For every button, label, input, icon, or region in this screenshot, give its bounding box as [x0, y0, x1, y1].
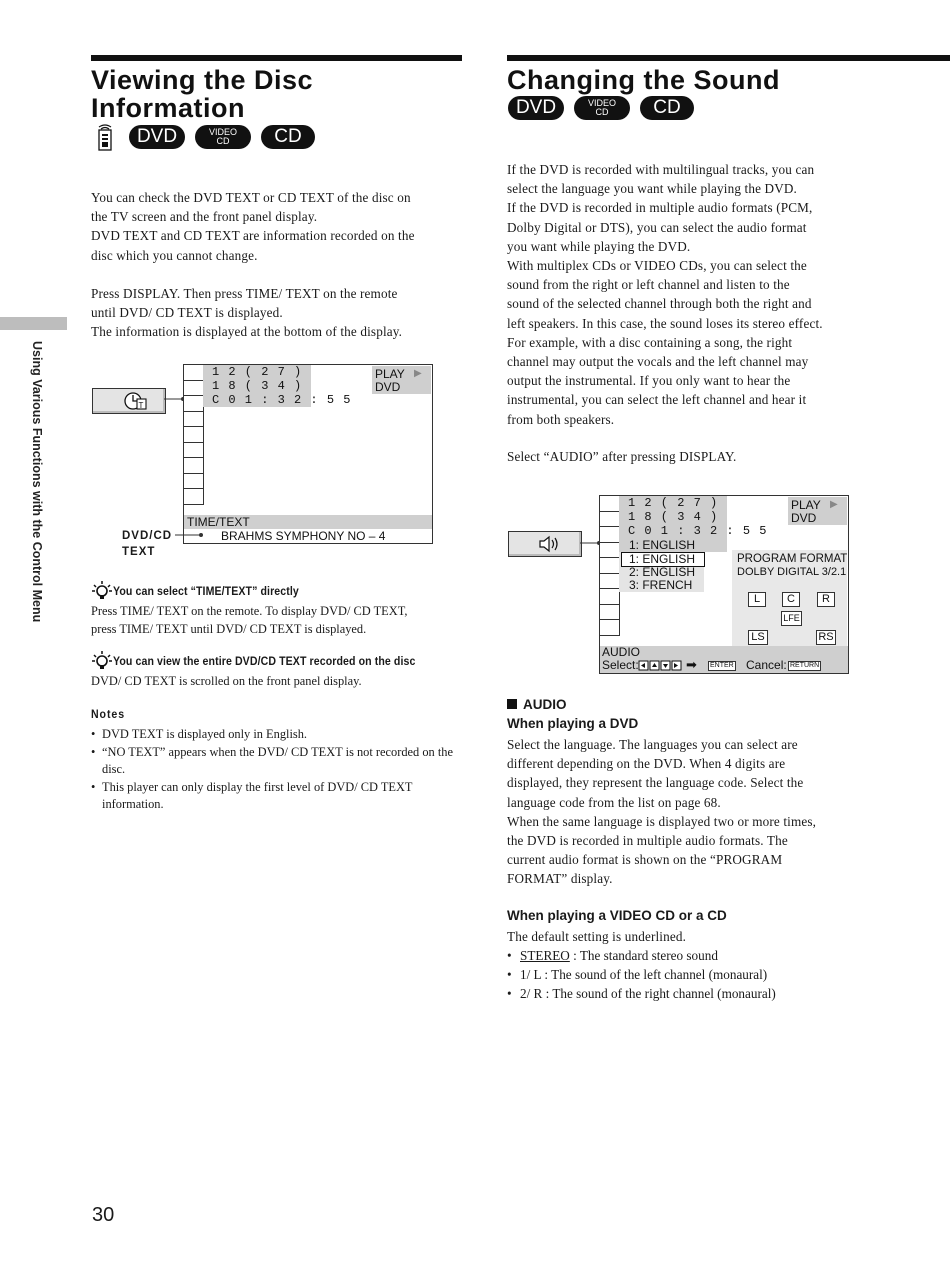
title-number: 1 2 ( 2 7 ): [212, 365, 303, 379]
playing-time: C 0 1 : 3 2 : 5 5: [628, 524, 768, 538]
video-cd-badge: VIDEO CD: [195, 125, 251, 149]
remote-icon: [92, 124, 120, 151]
dvd-subheading: When playing a DVD: [507, 716, 639, 731]
tip2-heading: You can view the entire DVD/CD TEXT recorded on the disc: [113, 656, 416, 668]
audio-heading: AUDIO: [507, 697, 567, 712]
menu-icon-column: [184, 365, 204, 505]
play-status: PLAY: [375, 367, 405, 381]
tip1-heading: You can select “TIME/TEXT” directly: [113, 586, 299, 598]
speaker-center: C: [782, 592, 800, 607]
section-label: Using Various Functions with the Control Menu: [30, 341, 44, 623]
vcd-subheading: When playing a VIDEO CD or a CD: [507, 908, 727, 923]
title-number: 1 2 ( 2 7 ): [628, 496, 719, 510]
speaker-right-surround: RS: [816, 630, 836, 645]
audio-screen: [599, 495, 849, 674]
speaker-right: R: [817, 592, 835, 607]
left-title-rule: [91, 55, 462, 61]
notes-heading: Notes: [91, 709, 125, 721]
dvd-paragraph: Select the language. The languages you can select are different depending on the DVD. When 4 digits are displayed, they represent the language code. Select the language code from the list on page 68. When the same language is displayed two or more times, the DVD is recorded in multiple audio formats. The current audio format is shown on the “PROGRAM FORMAT” display.: [507, 737, 817, 887]
disc-text-value: BRAHMS SYMPHONY NO – 4: [221, 529, 386, 543]
select-label: Select:: [602, 658, 639, 672]
cd-badge: CD: [640, 96, 694, 120]
note-item: • “NO TEXT” appears when the DVD/ CD TEXT is not recorded on the disc.: [91, 744, 461, 779]
disc-info-icon-box: [92, 388, 166, 414]
square-bullet-icon: [507, 699, 517, 709]
audio-options-list: [507, 946, 776, 1004]
footer-label: TIME/TEXT: [187, 515, 250, 529]
play-triangle-icon: ▶: [414, 368, 422, 379]
right-title-rule: [507, 55, 950, 61]
play-status: PLAY: [791, 498, 821, 512]
left-title-line1: Viewing the Disc: [91, 65, 314, 95]
notes-list: [91, 726, 461, 814]
dvd-cd-text-callout: DVD/CD TEXT: [122, 530, 173, 558]
option-item: • 1/ L : The sound of the left channel (monaural): [507, 965, 776, 984]
program-format-value: DOLBY DIGITAL 3/2.1: [737, 566, 847, 578]
right-title: Changing the Sound: [507, 65, 780, 95]
audio-icon-box: [508, 531, 582, 557]
left-instruction-paragraph: Press DISPLAY. Then press TIME/ TEXT on the remote until DVD/ CD TEXT is displayed. The information is displayed at the bottom of the display.: [91, 286, 403, 340]
disc-type: DVD: [791, 511, 817, 525]
speaker-left-surround: LS: [748, 630, 768, 645]
play-triangle-icon: ▶: [830, 499, 838, 510]
chapter-number: 1 8 ( 3 4 ): [628, 510, 719, 524]
chapter-number: 1 8 ( 3 4 ): [212, 379, 303, 393]
enter-key: ENTER: [710, 662, 734, 669]
tip2-text: DVD/ CD TEXT is scrolled on the front panel display.: [91, 674, 362, 688]
arrow-right-icon: ➡: [686, 657, 697, 672]
disc-type: DVD: [375, 380, 401, 394]
tip1-text: Press TIME/ TEXT on the remote. To display DVD/ CD TEXT, press TIME/ TEXT until DVD/ CD TEXT is displayed.: [91, 604, 408, 636]
arrow-keys-icon: [638, 660, 688, 671]
playing-time: C 0 1 : 3 2 : 5 5: [212, 393, 352, 407]
dvd-badge: DVD: [508, 96, 564, 120]
cd-badge: CD: [261, 125, 315, 149]
speaker-left: L: [748, 592, 766, 607]
page-number: 30: [92, 1204, 115, 1226]
option-item: • 2/ R : The sound of the right channel (monaural): [507, 984, 776, 1003]
option-item: • STEREO : The standard stereo sound: [507, 946, 776, 965]
audio-option[interactable]: 1: ENGLISH: [629, 552, 696, 566]
speaker-lfe: LFE: [781, 611, 802, 626]
right-instruction: Select “AUDIO” after pressing DISPLAY.: [507, 449, 737, 464]
time-text-icon: [93, 389, 165, 413]
cancel-label: Cancel:: [746, 658, 787, 672]
speaker-icon: [509, 532, 581, 556]
svg-text:T: T: [138, 401, 144, 410]
hint-lightbulb-icon: [91, 650, 113, 670]
current-audio[interactable]: 1: ENGLISH: [629, 538, 696, 552]
footer-label: AUDIO: [602, 645, 641, 659]
section-tab: [0, 317, 67, 330]
vcd-paragraph: The default setting is underlined.: [507, 929, 687, 944]
dvd-badge: DVD: [129, 125, 185, 149]
disc-info-screen: [183, 364, 433, 544]
video-cd-badge: VIDEO CD: [574, 96, 630, 120]
return-key: RETURN: [790, 662, 820, 669]
right-intro-paragraph: If the DVD is recorded with multilingual tracks, you can select the language you want while playing the DVD. If the DVD is recorded in multiple audio formats (PCM, Dolby Digital or DTS), you can select the audio format you want while playing the DVD. With multiplex CDs or VIDEO CDs, you can select the sound from the right or left channel and listen to the sound of the selected channel through both the right and left speakers. In this case, the sound loses its stereo effect. For example, with a disc containing a song, the right channel may output the vocals and the left channel may output the instrumental. If you only want to hear the instrumental, you can select the left channel and hear it from both speakers.: [507, 162, 823, 427]
menu-icon-column: [600, 496, 620, 636]
left-title-line2: Information: [91, 93, 245, 123]
note-item: • DVD TEXT is displayed only in English.: [91, 726, 461, 744]
audio-option[interactable]: 2: ENGLISH: [629, 565, 696, 579]
callout-leader-line: [175, 532, 205, 538]
left-intro-paragraph: You can check the DVD TEXT or CD TEXT of the disc on the TV screen and the front panel display. DVD TEXT and CD TEXT are information recorded on the disc which you cannot change.: [91, 190, 415, 263]
program-format-title: PROGRAM FORMAT: [737, 553, 848, 565]
hint-lightbulb-icon: [91, 580, 113, 600]
note-item: • This player can only display the first level of DVD/ CD TEXT information.: [91, 779, 461, 814]
audio-option[interactable]: 3: FRENCH: [629, 578, 693, 592]
